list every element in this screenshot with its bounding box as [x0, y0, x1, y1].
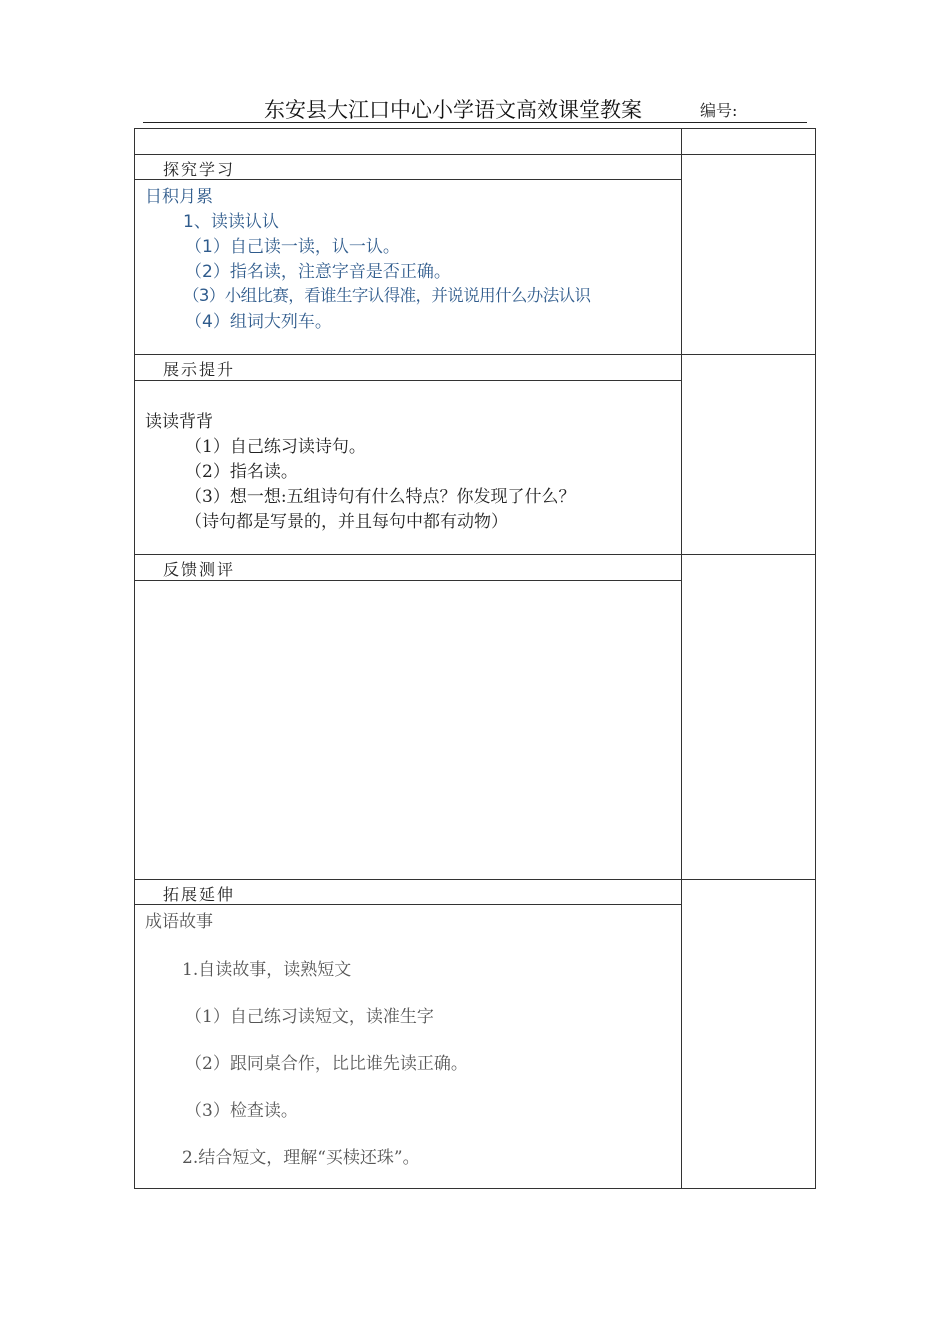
- list-item: （3）检查读。: [185, 1101, 298, 1121]
- table-row-divider: [134, 554, 816, 555]
- list-item: （4）组词大列车。: [185, 312, 332, 332]
- table-row-divider: [134, 380, 682, 381]
- list-item: 1、读读认认: [183, 212, 279, 232]
- section-label-extend: 拓展延伸: [163, 885, 236, 904]
- list-item: （2）跟同桌合作，比比谁先读正确。: [185, 1054, 468, 1074]
- list-item: （诗句都是写景的，并且每句中都有动物）: [185, 512, 508, 532]
- list-item: （1）自己练习读诗句。: [185, 437, 366, 457]
- list-item: （2）指名读，注意字音是否正确。: [185, 262, 451, 282]
- table-row-divider: [134, 154, 816, 155]
- section-heading-display: 读读背背: [145, 412, 213, 432]
- document-header: [143, 88, 807, 123]
- table-row-divider: [134, 879, 816, 880]
- table-row-divider: [134, 354, 816, 355]
- table-row-divider: [134, 580, 682, 581]
- list-item: （3）小组比赛，看谁生字认得准，并说说用什么办法认识: [183, 286, 591, 305]
- list-item: 2.结合短文，理解“买椟还珠”。: [182, 1148, 420, 1168]
- list-item: （2）指名读。: [185, 462, 298, 482]
- list-item: （1）自己练习读短文，读准生字: [185, 1007, 434, 1027]
- list-item: （1）自己读一读，认一认。: [185, 237, 400, 257]
- list-item: （3）想一想:五组诗句有什么特点？你发现了什么？: [185, 487, 576, 507]
- document-number-label: 编号:: [700, 101, 738, 120]
- table-column-divider: [681, 128, 682, 1189]
- section-heading-extend: 成语故事: [145, 912, 213, 932]
- document-title: 东安县大江口中心小学语文高效课堂教案: [264, 98, 642, 122]
- section-heading-explore: 日积月累: [145, 187, 213, 207]
- section-label-display: 展示提升: [163, 360, 236, 379]
- section-label-feedback: 反馈测评: [163, 560, 236, 579]
- section-label-explore: 探究学习: [163, 160, 236, 179]
- list-item: 1.自读故事，读熟短文: [182, 960, 352, 980]
